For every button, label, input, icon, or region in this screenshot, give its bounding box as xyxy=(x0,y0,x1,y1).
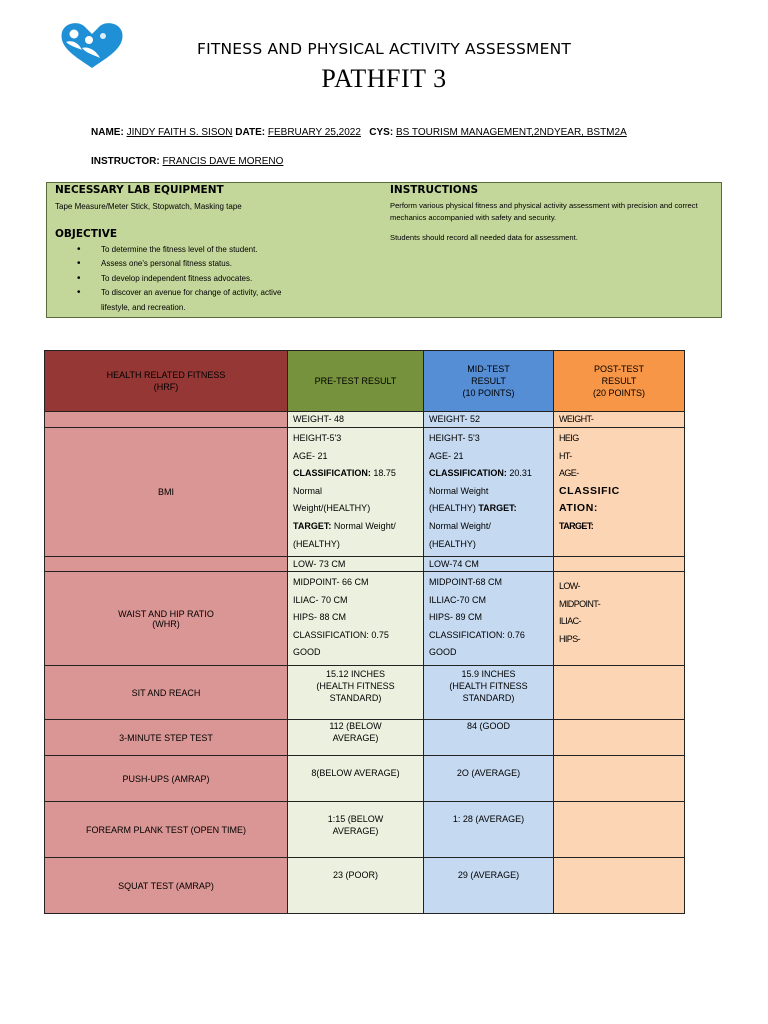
pre-push-ups: 8(BELOW AVERAGE) xyxy=(288,756,424,802)
whr-top-cell xyxy=(45,557,288,572)
table-row xyxy=(45,756,685,802)
post-plank xyxy=(554,802,685,858)
post-bmi-weight: WEIGHT- xyxy=(554,412,685,428)
assessment-table xyxy=(44,350,685,914)
post-sit-reach xyxy=(554,666,685,720)
objective-item: • To discover an avenue for change of activity, active xyxy=(55,286,385,300)
objective-item: • Assess one's personal fitness status. xyxy=(55,257,385,271)
instructions-heading: INSTRUCTIONS xyxy=(390,184,479,196)
step-test-label: 3-MINUTE STEP TEST xyxy=(45,720,288,756)
objective-list xyxy=(55,243,385,301)
table-row xyxy=(45,720,685,756)
pre-sit-reach: 15.12 INCHES (HEALTH FITNESS STANDARD) xyxy=(288,666,424,720)
table-row xyxy=(45,557,685,572)
table-row xyxy=(45,666,685,720)
objective-item: • To develop independent fitness advocates. xyxy=(55,272,385,286)
instructor-info-line xyxy=(91,156,283,167)
mid-whr-details: MIDPOINT-68 CM ILLIAC-70 CM HIPS- 89 CM CLASSIFICATION: 0.76 GOOD xyxy=(424,572,554,666)
cys-label: CYS: xyxy=(369,127,394,138)
instructor-label: INSTRUCTOR: xyxy=(91,156,160,167)
pre-plank: 1:15 (BELOW AVERAGE) xyxy=(288,802,424,858)
table-row xyxy=(45,572,685,666)
instructions-text: Perform various physical fitness and physical activity assessment with precision and correct mechanics accompanied with safety and security. xyxy=(390,201,698,222)
date-label: DATE: xyxy=(235,127,266,138)
post-step-test xyxy=(554,720,685,756)
cys-value: BS TOURISM MANAGEMENT,2NDYEAR, BSTM2A xyxy=(395,127,627,138)
post-whr-low xyxy=(554,557,685,572)
header-post-test: POST-TEST RESULT (20 POINTS) xyxy=(554,351,685,412)
mid-bmi-weight: WEIGHT- 52 xyxy=(424,412,554,428)
pre-whr-low: LOW- 73 CM xyxy=(288,557,424,572)
pre-bmi-details: HEIGHT-5'3 AGE- 21 CLASSIFICATION: 18.75 Normal Weight/(HEALTHY) TARGET: Normal Weight/ (HEALTHY) xyxy=(288,428,424,557)
table-row xyxy=(45,802,685,858)
date-value: FEBRUARY 25,2022 xyxy=(267,127,361,138)
table-row xyxy=(45,428,685,557)
table-row xyxy=(45,858,685,914)
lab-left-column xyxy=(55,184,385,315)
mid-push-ups: 2O (AVERAGE) xyxy=(424,756,554,802)
post-push-ups xyxy=(554,756,685,802)
lab-right-column xyxy=(390,184,720,244)
squat-label: SQUAT TEST (AMRAP) xyxy=(45,858,288,914)
mid-bmi-details: HEIGHT- 5'3 AGE- 21 CLASSIFICATION: 20.31 Normal Weight (HEALTHY) TARGET: Normal Weight/ (HEALTHY) xyxy=(424,428,554,557)
plank-label: FOREARM PLANK TEST (OPEN TIME) xyxy=(45,802,288,858)
mid-sit-reach: 15.9 INCHES (HEALTH FITNESS STANDARD) xyxy=(424,666,554,720)
post-squat xyxy=(554,858,685,914)
mid-step-test: 84 (GOOD xyxy=(424,720,554,756)
objective-heading: OBJECTIVE xyxy=(55,228,118,240)
post-whr-details: LOW- MIDPOINT- ILIAC- HIPS- xyxy=(554,572,685,666)
pre-whr-details: MIDPOINT- 66 CM ILIAC- 70 CM HIPS- 88 CM CLASSIFICATION: 0.75 GOOD xyxy=(288,572,424,666)
bmi-label: BMI xyxy=(45,428,288,557)
sit-reach-label: SIT AND REACH xyxy=(45,666,288,720)
push-ups-label: PUSH-UPS (AMRAP) xyxy=(45,756,288,802)
pre-squat: 23 (POOR) xyxy=(288,858,424,914)
header-mid-test: MID-TEST RESULT (10 POINTS) xyxy=(424,351,554,412)
instructor-value: FRANCIS DAVE MORENO xyxy=(162,156,284,167)
equipment-heading: NECESSARY LAB EQUIPMENT xyxy=(55,184,224,196)
name-label: NAME: xyxy=(91,127,124,138)
table-header-row xyxy=(45,351,685,412)
header-hrf: HEALTH RELATED FITNESS (HRF) xyxy=(45,351,288,412)
bmi-top-cell xyxy=(45,412,288,428)
instructions-note: Students should record all needed data for assessment. xyxy=(390,233,578,242)
whr-label: WAIST AND HIP RATIO (WHR) xyxy=(45,572,288,666)
pre-step-test: 112 (BELOW AVERAGE) xyxy=(288,720,424,756)
table-row xyxy=(45,412,685,428)
equipment-text: Tape Measure/Meter Stick, Stopwatch, Masking tape xyxy=(55,202,242,211)
document-title: FITNESS AND PHYSICAL ACTIVITY ASSESSMENT xyxy=(196,40,572,58)
header-pre-test: PRE-TEST RESULT xyxy=(288,351,424,412)
name-value: JINDY FAITH S. SISON xyxy=(126,127,233,138)
document-subtitle: PATHFIT 3 xyxy=(321,64,447,93)
pre-bmi-weight: WEIGHT- 48 xyxy=(288,412,424,428)
mid-squat: 29 (AVERAGE) xyxy=(424,858,554,914)
mid-whr-low: LOW-74 CM xyxy=(424,557,554,572)
objective-item-continued: lifestyle, and recreation. xyxy=(101,302,186,312)
lab-info-box xyxy=(46,182,722,318)
post-bmi-details: HEIG HT- AGE- CLASSIFIC ATION: TARGET: xyxy=(554,428,685,557)
mid-plank: 1: 28 (AVERAGE) xyxy=(424,802,554,858)
student-info-line xyxy=(91,127,627,138)
objective-item: • To determine the fitness level of the student. xyxy=(55,243,385,257)
